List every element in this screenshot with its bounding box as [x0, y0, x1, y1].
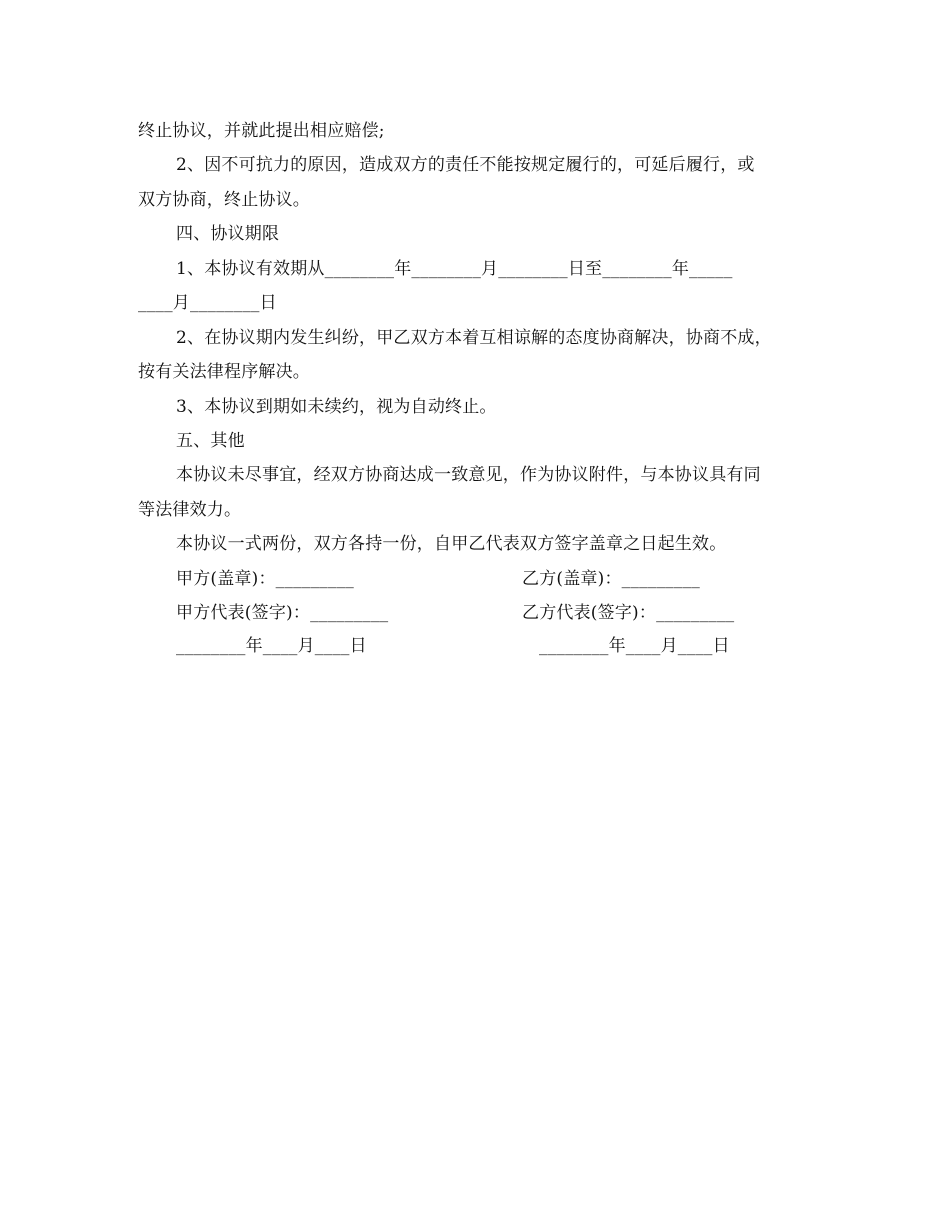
paragraph-line: 等法律效力。: [138, 500, 242, 520]
paragraph-line: 2、因不可抗力的原因，造成双方的责任不能按规定履行的，可延后履行，或: [176, 155, 755, 175]
paragraph-line: 按有关法律程序解决。: [138, 362, 310, 382]
party-a-date-field: ________年____月____日: [176, 636, 367, 656]
section-heading: 四、协议期限: [176, 224, 280, 244]
paragraph-line: 双方协商，终止协议。: [138, 190, 310, 210]
paragraph-line: 3、本协议到期如未续约，视为自动终止。: [176, 397, 497, 417]
paragraph-line: 2、在协议期内发生纠纷，甲乙双方本着互相谅解的态度协商解决，协商不成，: [176, 328, 772, 348]
paragraph-line: 本协议一式两份，双方各持一份，自甲乙代表双方签字盖章之日起生效。: [176, 534, 727, 554]
party-a-representative-field: 甲方代表(签字)：_________: [176, 603, 389, 623]
section-heading: 五、其他: [176, 431, 245, 451]
party-b-seal-field: 乙方(盖章)：_________: [522, 569, 700, 589]
paragraph-line: 终止协议，并就此提出相应赔偿;: [138, 121, 385, 141]
paragraph-line: 1、本协议有效期从________年________月________日至________年_____: [176, 259, 733, 279]
paragraph-line: ____月________日: [138, 293, 277, 313]
paragraph-line: 本协议未尽事宜，经双方协商达成一致意见，作为协议附件，与本协议具有同: [176, 465, 761, 485]
party-a-seal-field: 甲方(盖章)：_________: [176, 569, 354, 589]
party-b-date-field: ________年____月____日: [539, 636, 730, 656]
party-b-representative-field: 乙方代表(签字)：_________: [522, 603, 735, 623]
